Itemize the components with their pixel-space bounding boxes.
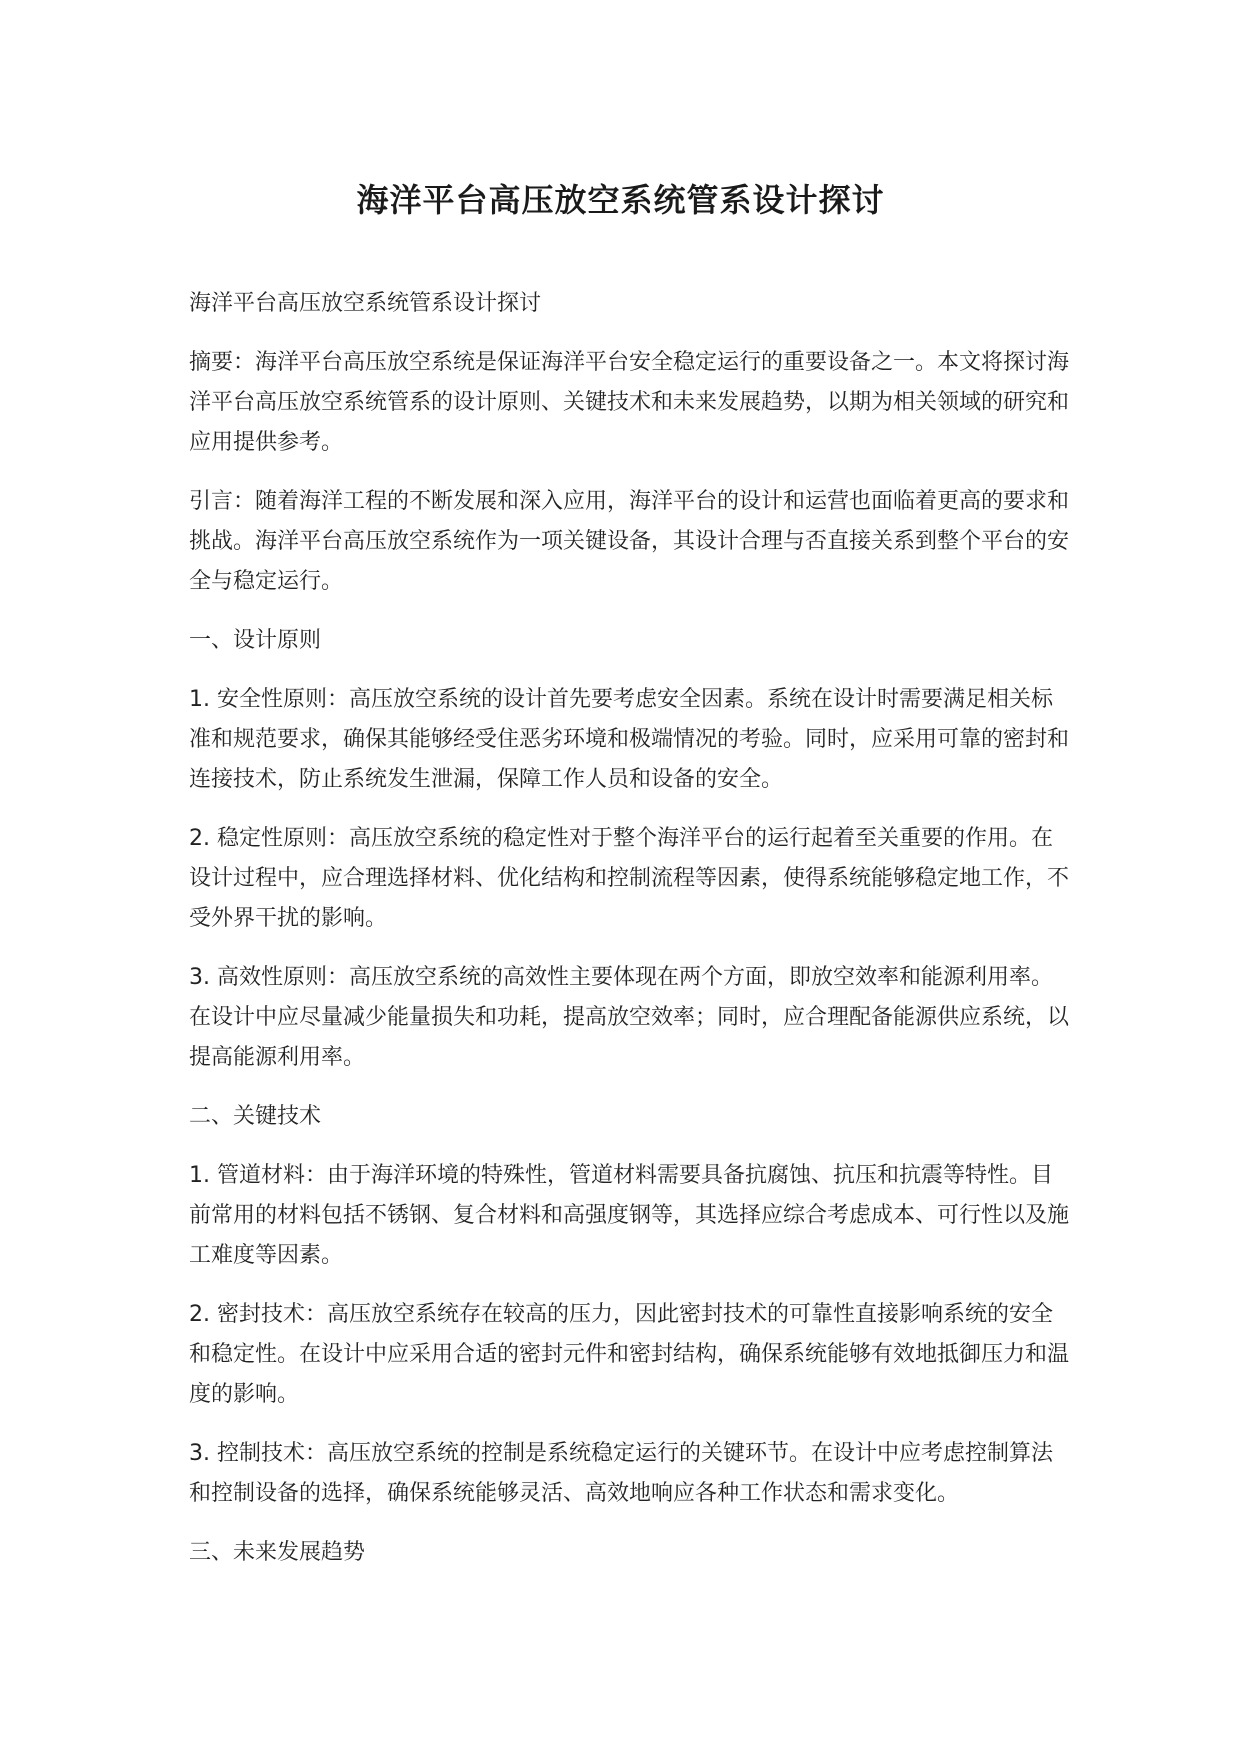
principle-safety-paragraph: 1. 安全性原则：高压放空系统的设计首先要考虑安全因素。系统在设计时需要满足相关标准和规范要求，确保其能够经受住恶劣环境和极端情况的考验。同时，应采用可靠的密封和连接技术，防止系统发生泄漏，保障工作人员和设备的安全。	[189, 687, 1070, 792]
tech-pipe-material-paragraph: 1. 管道材料：由于海洋环境的特殊性，管道材料需要具备抗腐蚀、抗压和抗震等特性。目前常用的材料包括不锈钢、复合材料和高强度钢等，其选择应综合考虑成本、可行性以及施工难度等因素。	[189, 1163, 1070, 1268]
tech-control-paragraph: 3. 控制技术：高压放空系统的控制是系统稳定运行的关键环节。在设计中应考虑控制算法和控制设备的选择，确保系统能够灵活、高效地响应各种工作状态和需求变化。	[189, 1441, 1053, 1506]
document-body	[189, 284, 1069, 1592]
principle-stability-paragraph: 2. 稳定性原则：高压放空系统的稳定性对于整个海洋平台的运行起着至关重要的作用。在设计过程中，应合理选择材料、优化结构和控制流程等因素，使得系统能够稳定地工作，不受外界干扰的影响。	[189, 826, 1070, 931]
introduction-paragraph: 引言：随着海洋工程的不断发展和深入应用，海洋平台的设计和运营也面临着更高的要求和挑战。海洋平台高压放空系统作为一项关键设备，其设计合理与否直接关系到整个平台的安全与稳定运行。	[189, 489, 1070, 594]
document-title: 海洋平台高压放空系统管系设计探讨	[356, 181, 885, 219]
section-heading-future-trends: 三、未来发展趋势	[189, 1540, 366, 1565]
section-heading-design-principles: 一、设计原则	[189, 628, 322, 653]
section-heading-key-technologies: 二、关键技术	[189, 1104, 322, 1129]
abstract-paragraph: 摘要：海洋平台高压放空系统是保证海洋平台安全稳定运行的重要设备之一。本文将探讨海洋平台高压放空系统管系的设计原则、关键技术和未来发展趋势，以期为相关领域的研究和应用提供参考。	[189, 350, 1070, 455]
subtitle-paragraph: 海洋平台高压放空系统管系设计探讨	[189, 291, 542, 316]
tech-sealing-paragraph: 2. 密封技术：高压放空系统存在较高的压力，因此密封技术的可靠性直接影响系统的安全和稳定性。在设计中应采用合适的密封元件和密封结构，确保系统能够有效地抵御压力和温度的影响。	[189, 1302, 1070, 1407]
principle-efficiency-paragraph: 3. 高效性原则：高压放空系统的高效性主要体现在两个方面，即放空效率和能源利用率。在设计中应尽量减少能量损失和功耗，提高放空效率；同时，应合理配备能源供应系统，以提高能源利用率。	[189, 965, 1070, 1070]
